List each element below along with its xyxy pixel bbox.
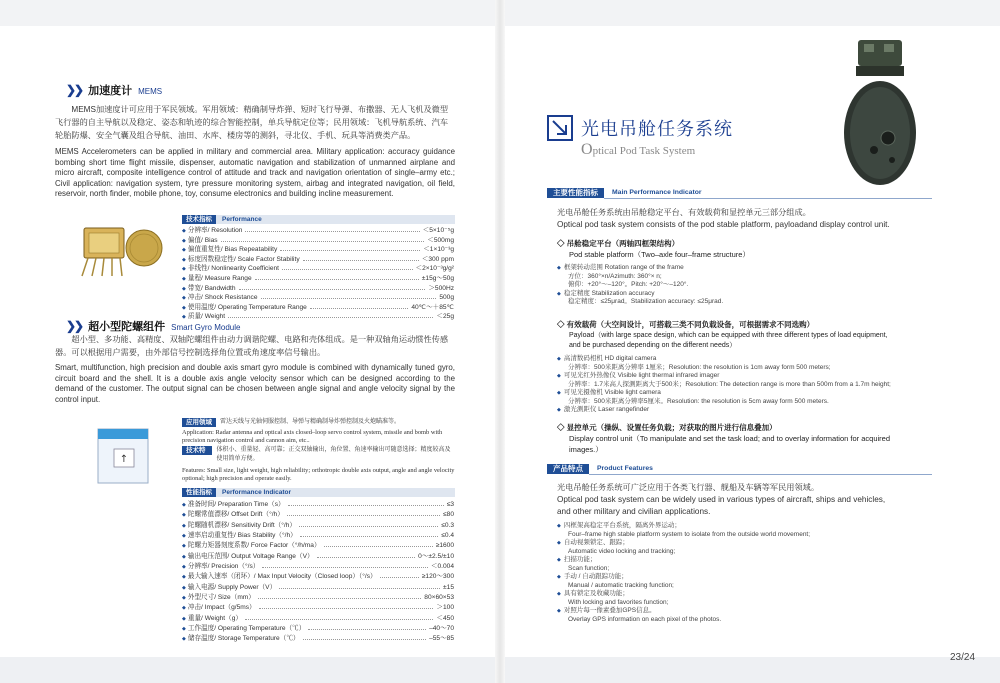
right-title-cn: 光电吊舱任务系统 (581, 119, 733, 139)
platform-head-en: Pod stable platform（Two–axle four–frame structure） (569, 250, 750, 259)
list-item: ◆ 四框架高稳定平台系统，隔离外界运动； (557, 522, 681, 529)
platform-items (557, 264, 947, 307)
gyro-heading (66, 318, 240, 334)
chevron-icon: ❯❯ (66, 83, 83, 97)
gyro-title-cn: 超小型陀螺组件 (88, 321, 166, 333)
page-gutter (495, 0, 505, 683)
spec-row: ◆ 偏值/ Bias ＜500mg (182, 236, 454, 244)
features-en-para-1: Optical pod task system can be widely used in various types of aircraft, ships and vehicles, (557, 495, 886, 504)
gyro-perf-tag-cn: 性能指标 (182, 488, 216, 497)
feature-items (557, 522, 947, 624)
gyro-spec-list (182, 500, 454, 645)
right-title-en: Optical Pod Task System (581, 141, 696, 158)
spec-row: ◆ 输出电压范围/ Output Voltage Range（V） 0～±2.5/±10 (182, 552, 454, 560)
spec-label: 陀螺力矩器刻度系数/ Force Factor（°/h/ma） (187, 542, 321, 550)
application-cn: 雷达天线与光轴伺服控制、导弹与精确制导炸弹控制及火炮瞄准等。 (220, 419, 401, 426)
spec-label: 输出电压范围/ Output Voltage Range（V） (187, 552, 314, 560)
spec-value: ±15g～50g (421, 274, 454, 282)
gyro-paragraph-cn: 超小型、多功能、高精度、双轴陀螺组件由动力调谐陀螺、电路和壳体组成。是一种双轴角运动惯性传感器。可以根据用户需要，由外部信号控制选择角位置或角速度率信号输出。 (55, 335, 449, 357)
spec-label: 陀螺随机漂移/ Sensitivity Drift（°/h） (187, 521, 297, 529)
spec-value: –55～85 (429, 635, 454, 643)
display-head-en: Display control unit（To manipulate and set the task load; and to overlay information for acquired (569, 434, 891, 443)
list-item: Scan function; (568, 564, 610, 572)
spec-value: ＜450 (436, 614, 454, 622)
mems-paragraph-en: MEMS Accelerometers can be applied in military and commercial area. Military application: accuracy guidance bombing short time flight missile, dispenser, automatic navigation and stabilization of unmanned airplane and micro aircraft, composite intelligence control of attitude and track and navigation orientation of single–army etc.; Civil application: navigation system, tyre pressure monitoring system, airbag and integrated navigation, oil field, reservoir, north finder, mobile phone, toy, consume electronics and building incline measurement. (55, 147, 455, 198)
list-item: ◆ 稳定精度 Stabilization accuracy (557, 289, 655, 297)
list-item: 分辨率：500米距离分辨率 1厘米；Resolution: the resolution is 1cm away form 500 meters; (568, 363, 831, 371)
platform-block (557, 238, 947, 307)
spec-row: ◆ 量程/ Measure Range ±15g～50g (182, 274, 454, 282)
spec-row: ◆ 最大输入速率（闭环）/ Max Input Velocity（Closed loop）（°/s） ≥120～300 (182, 573, 454, 581)
intro-en: Optical pod task system consists of the pod stable platform, payloadand display control unit. (557, 220, 890, 229)
spec-row: ◆ 分辨率/ Precision（°/s） ＜0.004 (182, 563, 454, 571)
spec-row: ◆ 工作温度/ Operating Temperature（℃） –40～70 (182, 625, 454, 633)
spec-row: ◆ 外型尺寸/ Size（mm） 80×60×53 (182, 594, 454, 602)
spec-value: ±15 (443, 583, 454, 591)
payload-head-cn: ◇ 有效载荷（大空间设计，可搭载三类不同负载设备，可根据需求不同选购） (557, 320, 815, 329)
spec-value: ＜0.004 (430, 563, 454, 571)
payload-block (557, 319, 947, 415)
gyro-module-image (92, 425, 154, 487)
spec-value: ＜5×10⁻⁵g (422, 227, 454, 234)
spec-value: ≤3 (446, 501, 454, 508)
intro-cn: 光电吊舱任务系统由吊舱稳定平台、有效载荷和显控单元三部分组成。 (557, 208, 811, 217)
list-item: ◆ 扫描功能； (557, 556, 597, 563)
spec-label: 冲击/ Impact（g/5ms） (187, 604, 256, 612)
list-item: ◆ 激光测距仪 Laser rangefinder (557, 406, 650, 413)
spec-label: 质量/ Weight (187, 313, 226, 321)
features-en: Features: Small size, light weight, high reliability; orthotropic double axis output, angle and angle velocity optional; high precision and operate easily. (182, 467, 455, 483)
platform-head-cn: ◇ 吊舱稳定平台（两轴四框架结构） (557, 239, 680, 248)
spec-label: 陀螺常值漂移/ Offset Drift（°/h） (187, 511, 284, 519)
spec-label: 使用温度/ Operating Temperature Range (187, 303, 307, 311)
list-item: Overlay GPS information on each pixel of the photos. (568, 615, 722, 623)
list-item: ◆ 高清数码相机 HD digital camera (557, 355, 657, 362)
spec-value: ≤80 (443, 511, 454, 519)
spec-label: 偏值重复性/ Bias Repeatability (187, 246, 278, 254)
features-cn-para: 光电吊舱任务系统可广泛应用于各类飞行器、舰船及车辆等军民用领域。 (557, 483, 820, 492)
gyro-paragraph-en: Smart, multifunction, high precision and double axis smart gyro module is combined with dynamically tuned gyro, circuit board and the shell. It is a double axis angle velocity sensor which can be designed according to the demand of the customer. The output signal can be chosen between angle signal and angle velocity signal by the control input. (55, 363, 455, 404)
payload-head-en: Payload（with large space design, which can be equipped with three different types of load equipment, (569, 332, 888, 339)
list-item: 俯仰：+20°～–120°。Pitch: +20°～–120°. (568, 281, 689, 288)
arrow-logo-icon (547, 115, 573, 141)
spec-row: ◆ 带宽/ Bandwidth ＞500Hz (182, 284, 454, 292)
list-item: Four–frame high stable platform system to isolate from the outside world movement; (568, 530, 811, 538)
list-item: ◆ 框架转动范围 Rotation range of the frame (557, 264, 684, 271)
list-item: ◆ 可见光摄像机 Visible light camera (557, 389, 661, 396)
mems-spec-list (182, 226, 454, 322)
features-en-para-2: and other military and civilian applications. (557, 507, 711, 516)
mems-title-cn: 加速度计 (88, 85, 133, 97)
features-tag-row (547, 464, 932, 474)
spec-label: 最大输入速率（闭环）/ Max Input Velocity（Closed loop）（°/s） (187, 573, 377, 581)
main-perf-tag-en: Main Performance Indicator (604, 188, 932, 199)
list-item: ◆ 具有锁定及收藏功能； (557, 590, 629, 597)
main-perf-tag (547, 188, 932, 198)
gyro-perf-tag (182, 488, 455, 497)
spec-row: ◆ 输入电源/ Supply Power（V） ±15 (182, 583, 454, 591)
spec-row: ◆ 储存温度/ Storage Temperature（℃） –55～85 (182, 635, 454, 643)
spec-value: ＜1×10⁻³g (423, 246, 454, 254)
spec-label: 储存温度/ Storage Temperature（℃） (187, 635, 300, 643)
spec-label: 重量/ Weight（g） (187, 614, 242, 622)
chevron-icon: ❯❯ (66, 319, 83, 333)
spec-value: ≥1600 (435, 542, 454, 550)
spec-label: 分辨率/ Precision（°/s） (187, 563, 260, 571)
spec-row: ◆ 非线性/ Nonlinearity Coefficient ＜2×10⁻³g/g² (182, 265, 454, 273)
features-cn: 体积小、重量轻、高可靠；正交双轴输出，角位置、角速率输出可随意选择；精度较高及使用简单方便。 (216, 447, 451, 462)
svg-text:↑: ↑ (119, 454, 129, 465)
spec-row: ◆ 陀螺力矩器刻度系数/ Force Factor（°/h/ma） ≥1600 (182, 542, 454, 550)
spec-value: ＞500Hz (428, 284, 454, 292)
spec-label: 偏值/ Bias (187, 236, 218, 244)
spec-label: 外型尺寸/ Size（mm） (187, 594, 255, 602)
spec-row: ◆ 分辨率/ Resolution ＜5×10⁻⁵g (182, 227, 454, 234)
list-item: ◆ 可见光红外热像仪 Visible light thermal infrared imager (557, 372, 720, 379)
spec-row: ◆ 重量/ Weight（g） ＜450 (182, 614, 454, 622)
spec-row: ◆ 使用温度/ Operating Temperature Range 40℃～＋85℃ (182, 303, 454, 311)
product-features-tag-cn: 产品特点 (547, 464, 589, 474)
spec-label: 标度因数稳定性/ Scale Factor Stability (187, 255, 300, 263)
gyro-features (182, 446, 455, 484)
payload-head-en-2: and be purchased depending on the different needs） (569, 342, 737, 349)
mems-title-en: MEMS (138, 87, 163, 96)
application-tag: 应用领域 (182, 418, 216, 427)
spec-label: 输入电源/ Supply Power（V） (187, 583, 277, 591)
spec-value: 40℃～＋85℃ (411, 303, 454, 311)
mems-accelerometer-image (66, 218, 166, 280)
product-features-tag-en: Product Features (589, 464, 932, 475)
list-item: 分辨率：500米距离分辨率5厘米。Resolution: the resolution is 5cm away form 500 meters. (568, 397, 829, 405)
list-item: Automatic video locking and tracking; (568, 547, 676, 555)
spec-label: 量程/ Measure Range (187, 274, 252, 282)
spec-label: 带宽/ Bandwidth (187, 284, 236, 292)
list-item: With locking and favorites function; (568, 598, 669, 606)
spec-label: 速率启动重复性/ Bias Stability（°/h） (187, 532, 297, 540)
page-number: 23/24 (950, 652, 976, 663)
mems-paragraph-cn: MEMS加速度计可应用于军民领域。军用领域：精确制导炸弹、短时飞行导弹、布撒器、无人飞机及微型飞行器的自主导航以及稳定、姿态和轨迹的综合智能控制，单兵导航定位等；民用领域：飞机导航系统、汽车轮胎防爆、安全气囊及组合导航、油田、水库、楼房等的测斜，寻北仪、手机、玩具等消费类产品。 (55, 105, 449, 140)
gyro-perf-tag-en: Performance Indicator (216, 488, 455, 497)
spec-row: ◆ 速率启动重复性/ Bias Stability（°/h） ≤0.4 (182, 532, 454, 540)
spec-label: 冲击/ Shock Resistance (187, 294, 258, 302)
main-perf-tag-cn: 主要性能指标 (547, 188, 604, 198)
gyro-title-en: Smart Gyro Module (171, 323, 241, 332)
mems-spec-tag-cn: 技术指标 (182, 215, 216, 224)
list-item: ◆ 对照片每一像素叠加GPS信息。 (557, 607, 656, 614)
list-item: Manual / automatic tracking function; (568, 581, 674, 589)
optical-pod-image (838, 38, 920, 188)
spec-row: ◆ 陀螺常值漂移/ Offset Drift（°/h） ≤80 (182, 511, 454, 519)
payload-items (557, 355, 947, 415)
features-tag: 技术特点 (182, 446, 212, 455)
mems-spec-tag-en: Performance (216, 215, 455, 224)
display-head-en-2: images.） (569, 445, 603, 454)
spec-value: ≤0.4 (441, 532, 454, 540)
spec-value: ≥120～300 (421, 573, 454, 581)
spec-value: ＞100 (436, 604, 454, 612)
list-item: 稳定精度：≤25μrad。Stabilization accuracy: ≤25μrad. (568, 298, 724, 305)
spec-value: ＜500mg (427, 236, 454, 244)
spec-value: ＜25g (436, 313, 454, 321)
spec-label: 工作温度/ Operating Temperature（℃） (187, 625, 306, 633)
spec-value: ≤0.3 (441, 521, 454, 529)
mems-heading (66, 82, 162, 98)
list-item: 分辨率：1.7米高人探测距离大于500米；Resolution: The detection range is more than 500m from a 1.7m height; (568, 380, 891, 388)
gyro-application (182, 418, 455, 446)
list-item: ◆ 自动视频锁定、跟踪； (557, 539, 629, 546)
spec-value: ＜300 ppm (421, 255, 454, 263)
display-head-cn: ◇ 显控单元（操纵、设置任务负载；对获取的图片进行信息叠加） (557, 423, 777, 432)
list-item: 方位：360°×n/Azimuth: 360°× n; (568, 272, 662, 280)
display-block (557, 422, 947, 455)
spec-value: ＜2×10⁻³g/g² (415, 265, 454, 273)
spec-row: ◆ 陀螺随机漂移/ Sensitivity Drift（°/h） ≤0.3 (182, 521, 454, 529)
spec-value: 80×60×53 (424, 594, 454, 602)
spec-row: ◆ 偏值重复性/ Bias Repeatability ＜1×10⁻³g (182, 246, 454, 254)
spec-value: 500g (439, 294, 454, 302)
spec-row: ◆ 准备时间/ Preparation Time（s） ≤3 (182, 501, 454, 508)
spec-value: –40～70 (429, 625, 454, 633)
spec-label: 准备时间/ Preparation Time（s） (187, 501, 285, 508)
mems-spec-tag (182, 215, 455, 224)
spec-row: ◆ 冲击/ Impact（g/5ms） ＞100 (182, 604, 454, 612)
spec-label: 非线性/ Nonlinearity Coefficient (187, 265, 279, 273)
spec-row: ◆ 标度因数稳定性/ Scale Factor Stability ＜300 ppm (182, 255, 454, 263)
application-en: Application: Radar antenna and optical axis closed–loop servo control system, missile and bomb with precision navigation control and cannon aim, etc.. (182, 429, 443, 445)
spec-value: 0～±2.5/±10 (418, 552, 454, 560)
right-title-block (547, 115, 733, 159)
spec-label: 分辨率/ Resolution (187, 227, 243, 234)
spec-row: ◆ 质量/ Weight ＜25g (182, 313, 454, 321)
list-item: ◆ 手动 / 自动跟踪功能； (557, 573, 628, 580)
spec-row: ◆ 冲击/ Shock Resistance 500g (182, 294, 454, 302)
